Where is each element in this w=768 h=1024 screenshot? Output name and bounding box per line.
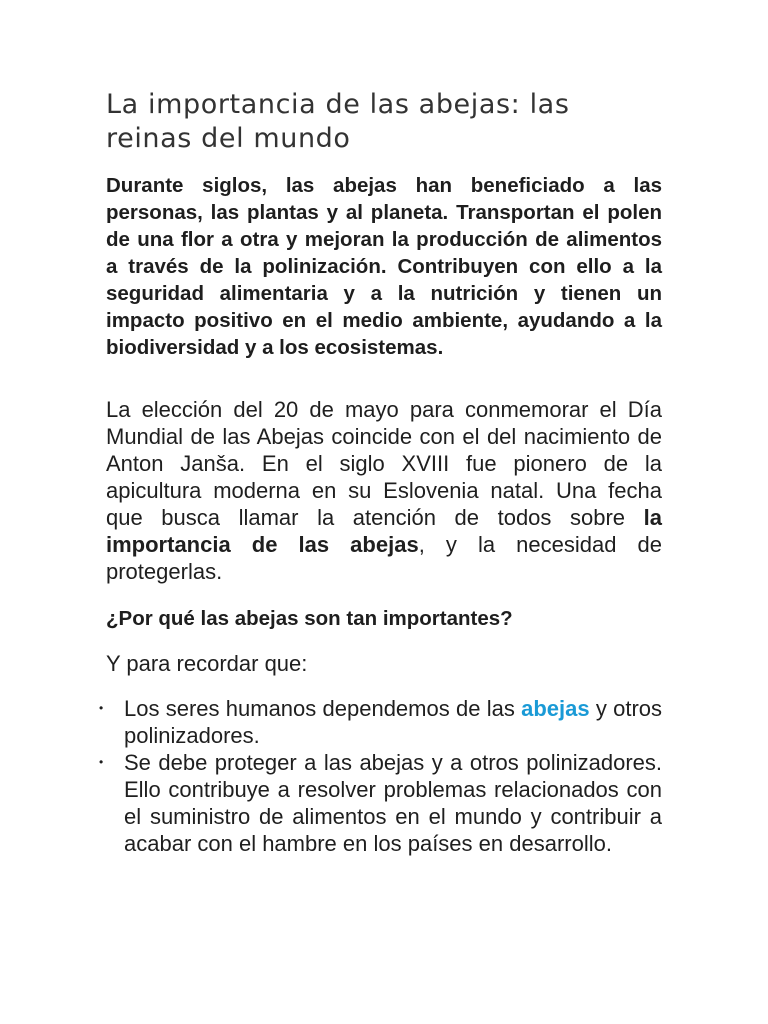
list-item-text: Se debe proteger a las abejas y a otros polinizadores. Ello contribuye a resolver problemas relacionados con el suministro de alimentos en el mundo y contribuir a acabar con el hambre en los países en desarrollo. [124,750,662,856]
bullet-icon: • [99,701,104,715]
abejas-link[interactable]: abejas [521,696,590,721]
paragraph-bold-text: la importancia de las abejas [106,505,662,557]
article-title: La importancia de las abejas: las reinas del mundo [106,89,570,154]
list-item-text-before: Los seres humanos dependemos de las [124,696,522,721]
paragraph-text-before: La elección del 20 de mayo para conmemorar el Día Mundial de las Abejas coincide con el del nacimiento de Anton Janša. En el siglo XVIII fue pionero de la apicultura moderna en su Eslovenia natal. Una fecha que busca llamar la atención de todos sobre [106,397,662,530]
lead-paragraph: Durante siglos, las abejas han beneficiado a las personas, las plantas y al planeta. Transportan el polen de una flor a otra y mejoran la producción de alimentos a través de la polinización. Contribuyen con ello a la seguridad alimentaria y a la nutrición y tienen un impacto positivo en el medio ambiente, ayudando a la biodiversidad y a los ecosistemas. [106,174,662,359]
list-item [99,695,663,749]
bullet-list [99,695,663,857]
article [99,88,663,857]
body-paragraph [106,396,662,585]
list-item [99,749,662,857]
bullet-icon: • [99,755,104,769]
paragraph-text-after: , y la necesidad de protegerlas. [106,532,662,584]
list-intro: Y para recordar que: [106,651,308,676]
list-item-text-after: y otros polinizadores. [124,696,663,748]
section-question: ¿Por qué las abejas son tan importantes? [106,607,513,630]
